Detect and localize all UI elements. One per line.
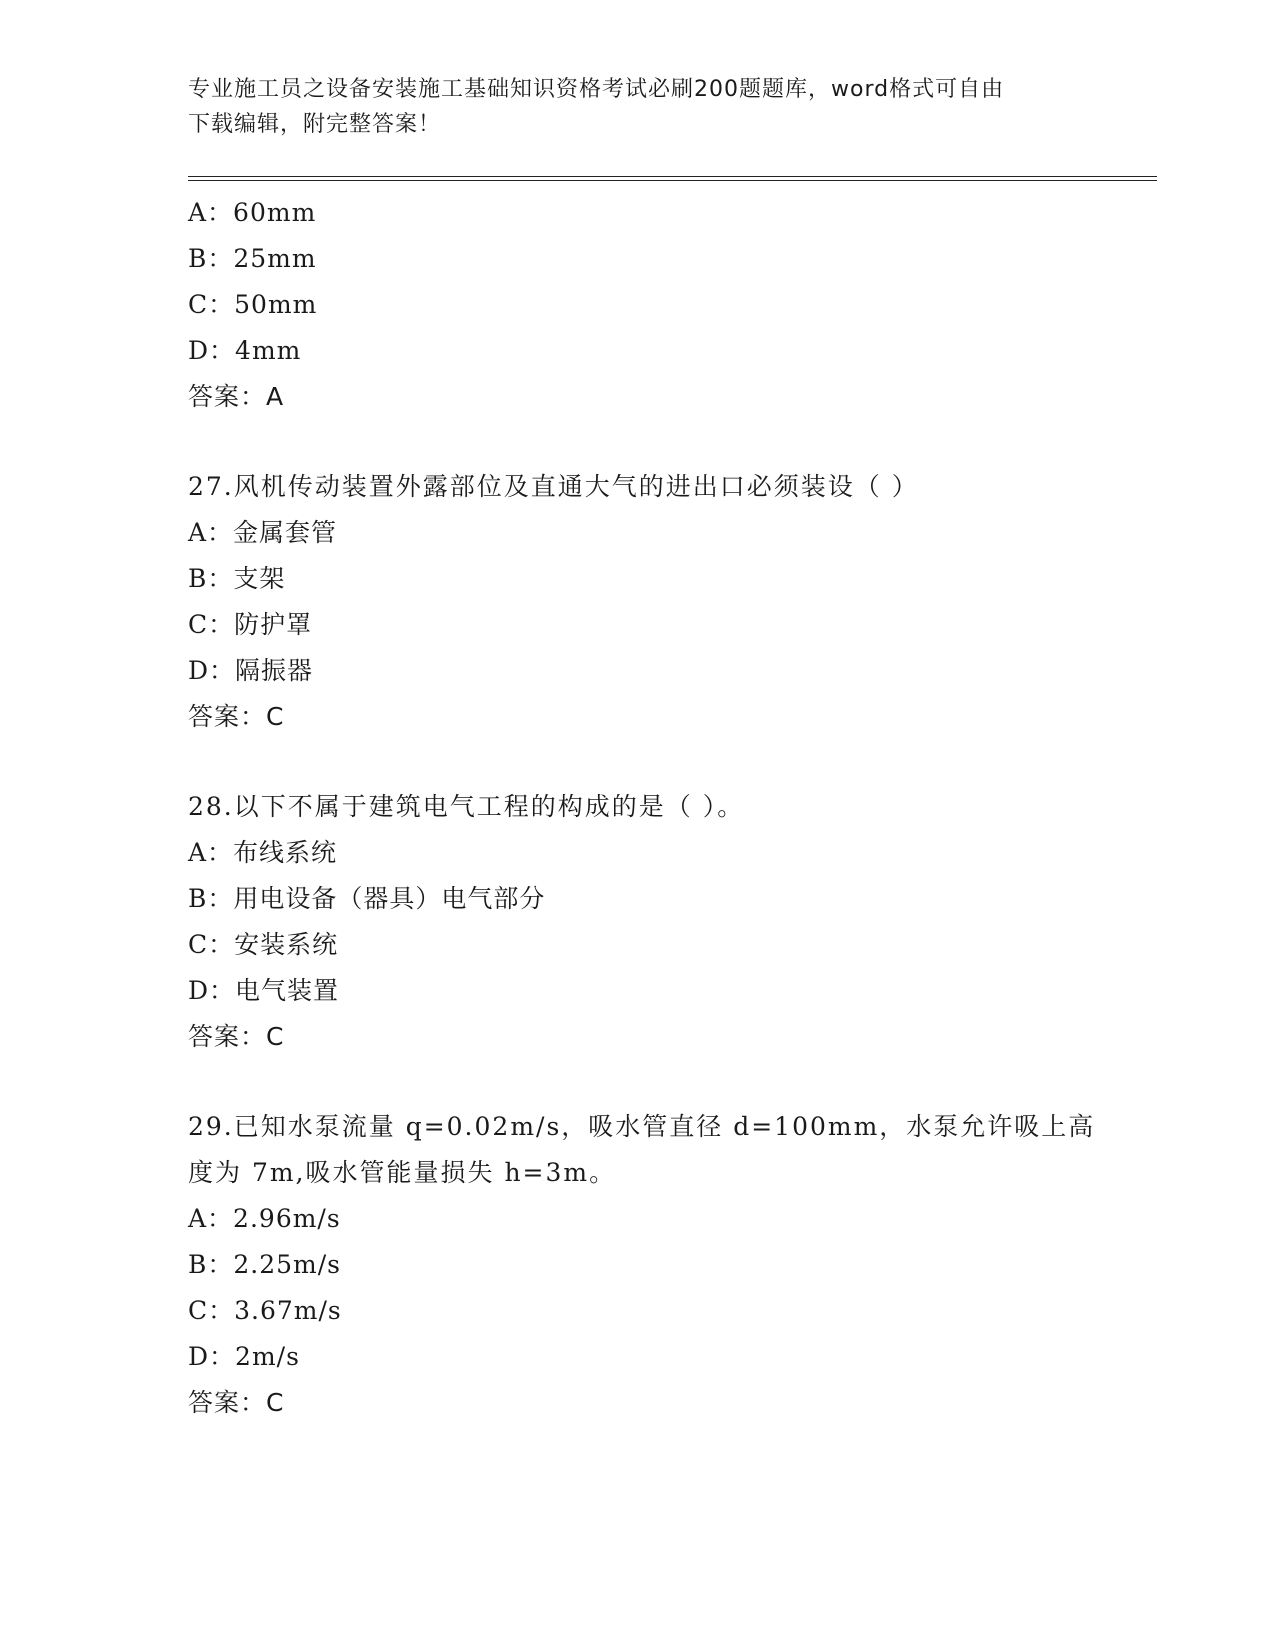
question-block-29 [188,1104,1096,1426]
spacer [188,420,1088,464]
question-list [188,190,1096,1426]
option-c: C：防护罩 [188,610,313,639]
option-a: A：布线系统 [188,838,338,867]
answer-line: 答案：C [188,1388,285,1417]
spacer [188,740,1088,784]
header-divider [188,176,1157,181]
question-text: 28.以下不属于建筑电气工程的构成的是（ ）。 [188,792,745,821]
question-text-line-2: 度为 7m,吸水管能量损失 h=3m。 [188,1158,617,1187]
answer-line: 答案：C [188,1022,285,1051]
option-c: C：安装系统 [188,930,339,959]
option-d: D：电气装置 [188,976,340,1005]
option-a: A：金属套管 [188,518,338,547]
option-c: C：50mm [188,290,318,319]
option-b: B：25mm [188,244,317,273]
header-line-2: 下载编辑，附完整答案！ [188,112,442,137]
option-b: B：支架 [188,564,286,593]
question-block-27 [188,464,1088,740]
question-text-line-1: 29.已知水泵流量 q=0.02m/s，吸水管直径 d=100mm，水泵允许吸上高 [188,1112,1096,1141]
option-b: B：用电设备（器具）电气部分 [188,884,546,913]
header-line-1: 专业施工员之设备安装施工基础知识资格考试必刷200题题库，word格式可自由 [188,77,1005,102]
spacer [188,1060,1088,1104]
document-header [188,72,1088,142]
option-a: A：60mm [188,198,317,227]
option-b: B：2.25m/s [188,1250,341,1279]
question-text: 27.风机传动装置外露部位及直通大气的进出口必须装设（ ） [188,472,919,501]
answer-line: 答案：C [188,702,285,731]
option-d: D：隔振器 [188,656,314,685]
option-c: C：3.67m/s [188,1296,342,1325]
answer-line: 答案：A [188,382,285,411]
option-a: A：2.96m/s [188,1204,341,1233]
option-d: D：2m/s [188,1342,300,1371]
question-block-26 [188,190,1088,420]
option-d: D：4mm [188,336,302,365]
question-block-28 [188,784,1088,1060]
